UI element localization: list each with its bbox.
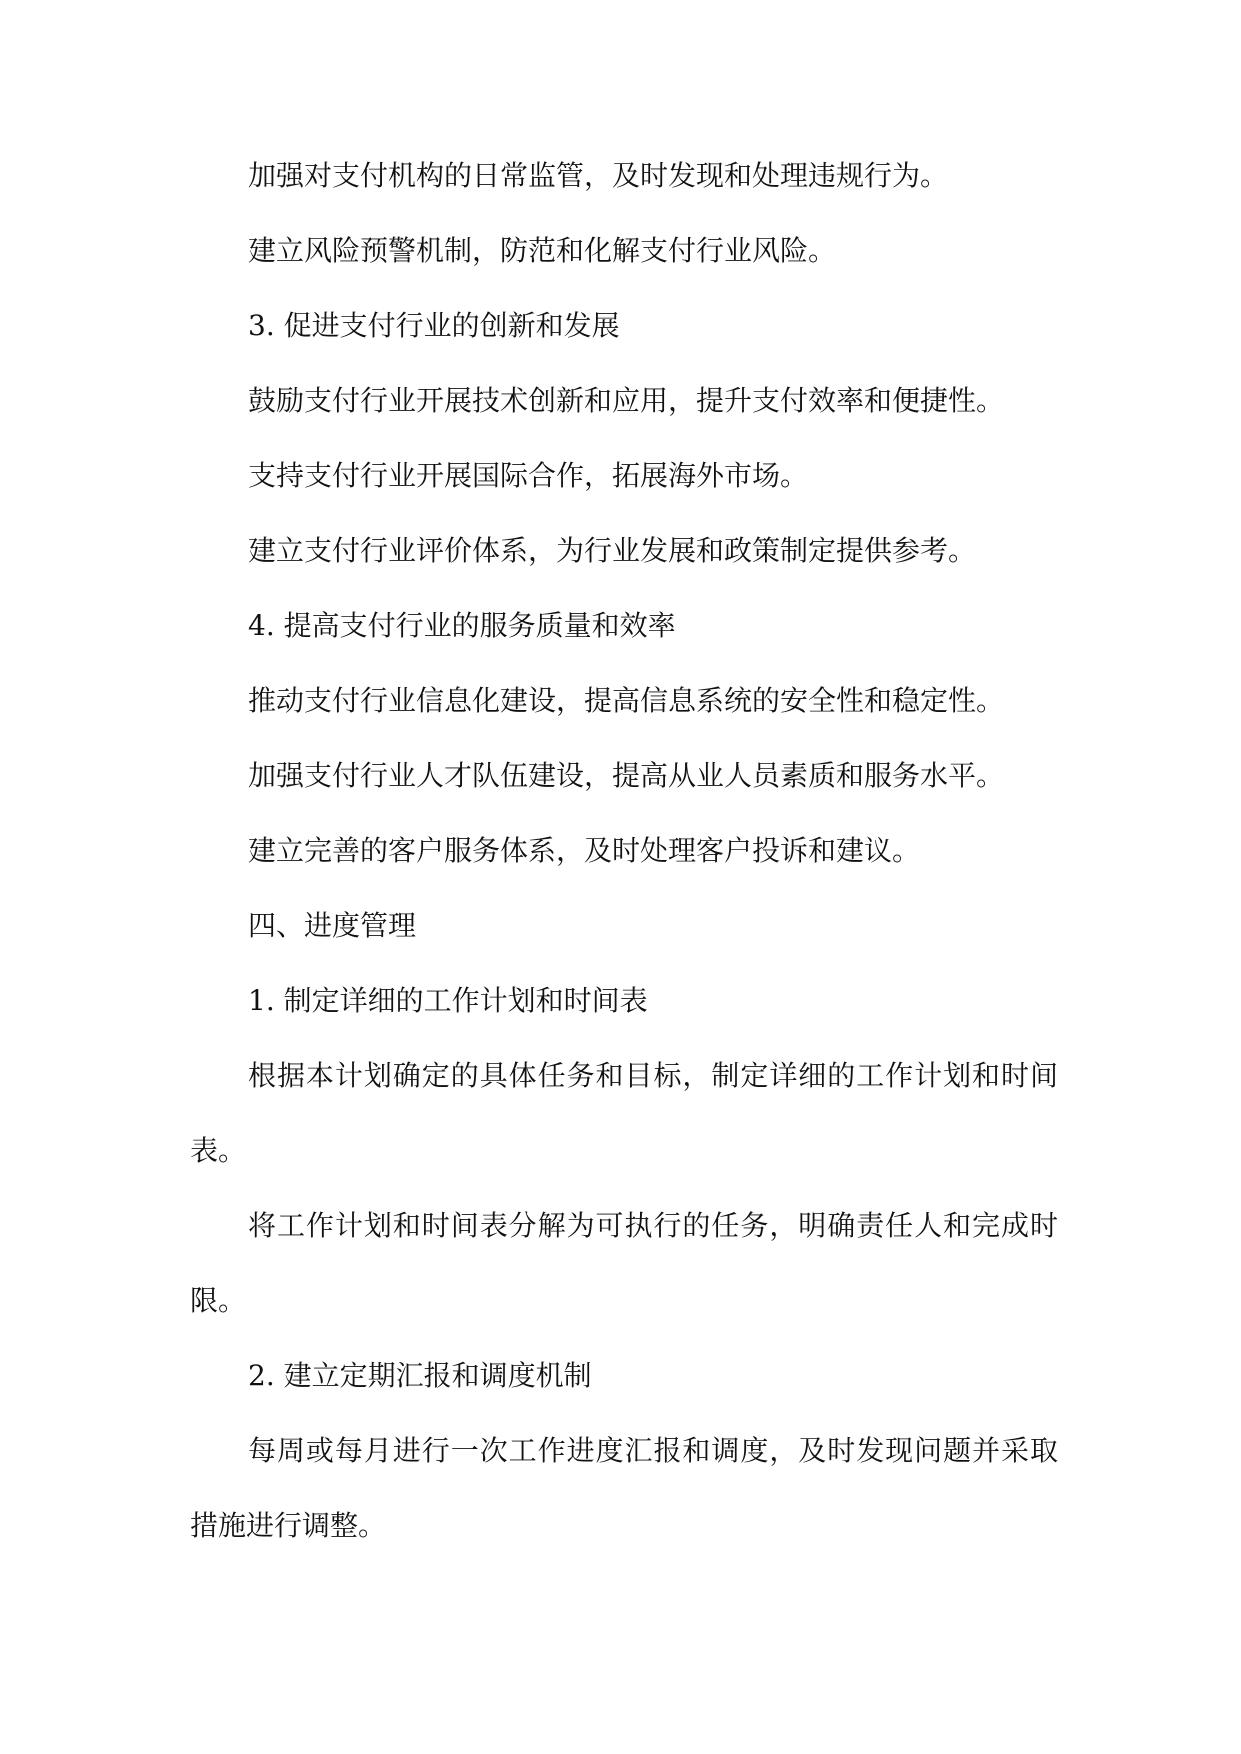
heading-item-1: 1. 制定详细的工作计划和时间表 bbox=[248, 984, 648, 1017]
paragraph-tech-innovation: 鼓励支付行业开展技术创新和应用，提升支付效率和便捷性。 bbox=[248, 384, 1005, 417]
paragraph-talent: 加强支付行业人才队伍建设，提高从业人员素质和服务水平。 bbox=[248, 759, 1005, 792]
paragraph-work-plan: 根据本计划确定的具体任务和目标，制定详细的工作计划和时间表。 bbox=[190, 1059, 1058, 1167]
heading-item-2: 2. 建立定期汇报和调度机制 bbox=[248, 1359, 592, 1392]
paragraph-task-breakdown: 将工作计划和时间表分解为可执行的任务，明确责任人和完成时限。 bbox=[190, 1209, 1058, 1317]
paragraph-supervision: 加强对支付机构的日常监管，及时发现和处理违规行为。 bbox=[248, 159, 949, 192]
section-heading-progress: 四、进度管理 bbox=[248, 909, 417, 942]
paragraph-customer-service: 建立完善的客户服务体系，及时处理客户投诉和建议。 bbox=[248, 834, 921, 867]
heading-item-3: 3. 促进支付行业的创新和发展 bbox=[248, 309, 620, 342]
heading-item-4: 4. 提高支付行业的服务质量和效率 bbox=[248, 609, 676, 642]
paragraph-risk-warning: 建立风险预警机制，防范和化解支付行业风险。 bbox=[248, 234, 837, 267]
paragraph-international: 支持支付行业开展国际合作，拓展海外市场。 bbox=[248, 459, 809, 492]
paragraph-evaluation: 建立支付行业评价体系，为行业发展和政策制定提供参考。 bbox=[248, 534, 977, 567]
document-body bbox=[190, 138, 1058, 1563]
paragraph-informatization: 推动支付行业信息化建设，提高信息系统的安全性和稳定性。 bbox=[248, 684, 1005, 717]
paragraph-reporting: 每周或每月进行一次工作进度汇报和调度，及时发现问题并采取措施进行调整。 bbox=[190, 1434, 1058, 1542]
